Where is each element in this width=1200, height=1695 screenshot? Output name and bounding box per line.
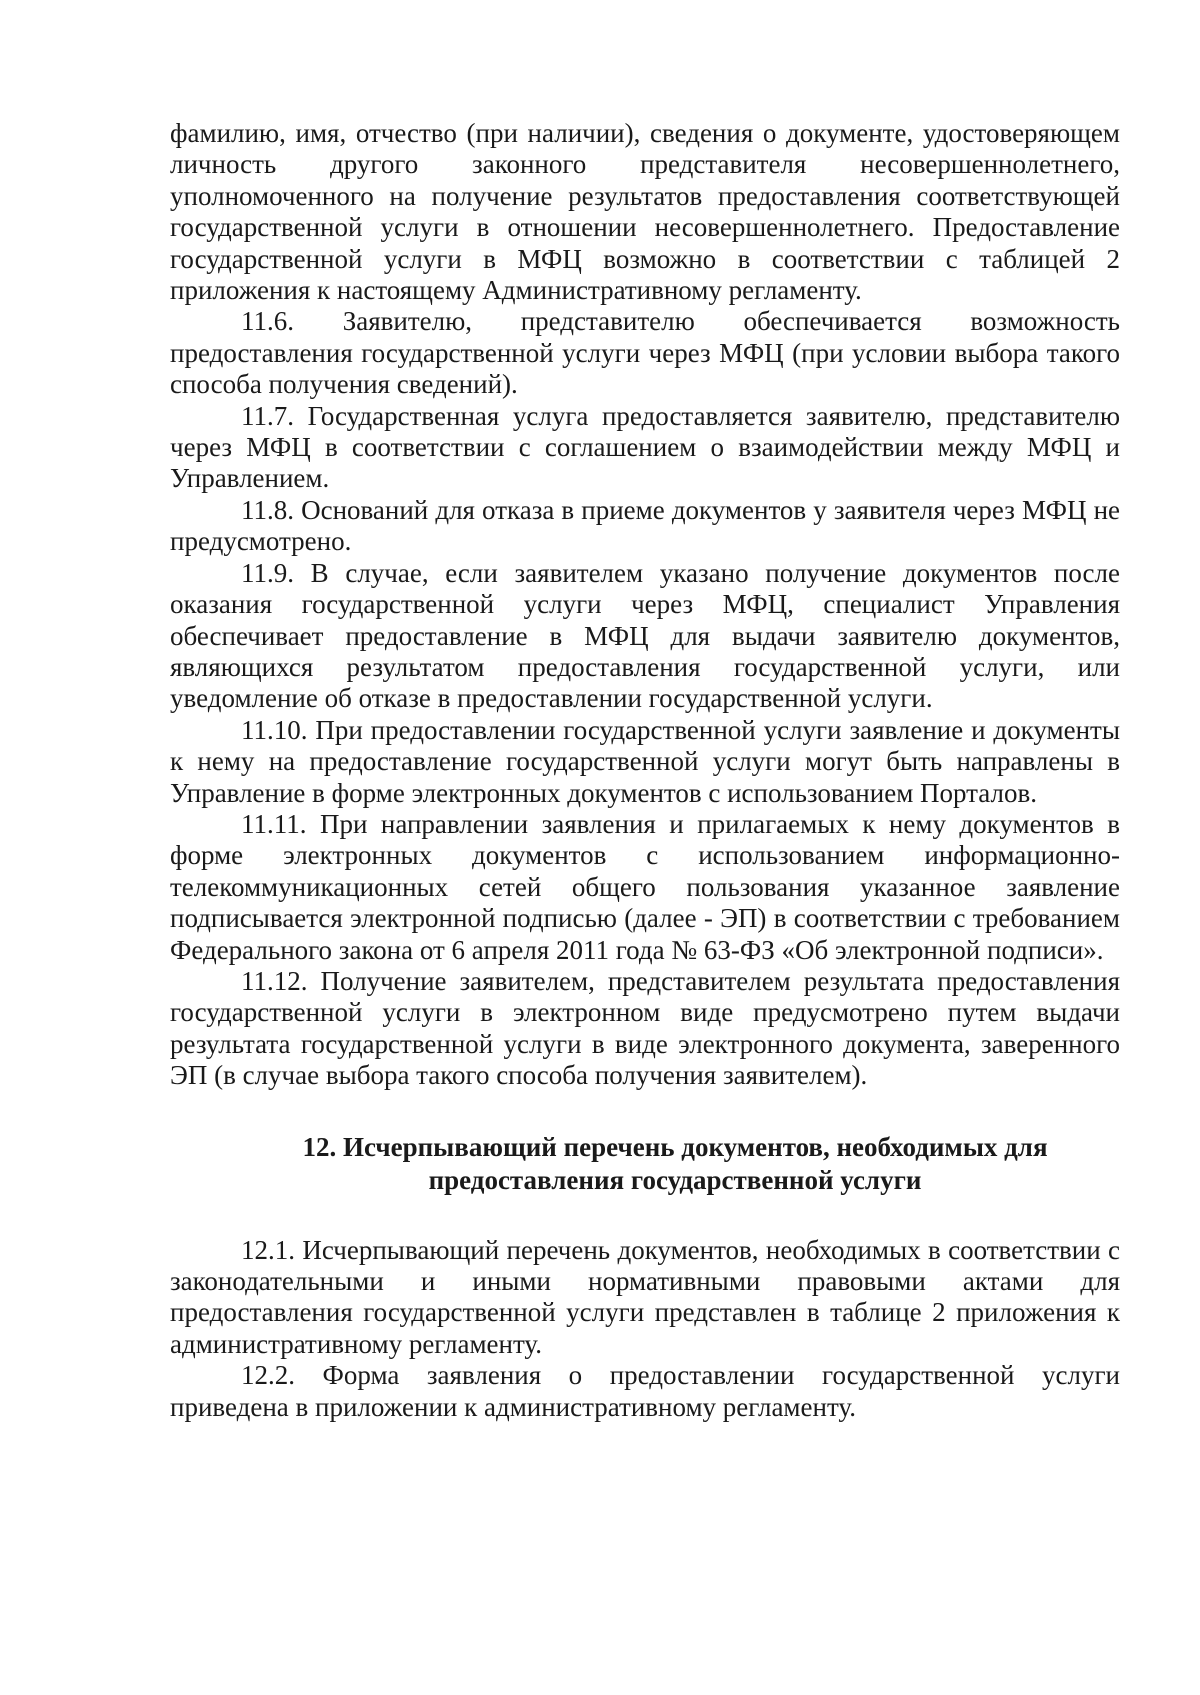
- paragraph-11-10: 11.10. При предоставлении государственной услуги заявление и документы к нему на предоставление государственной услуги могут быть направлены в Управление в форме электронных документов с использованием Порталов.: [170, 714, 1120, 808]
- paragraph-11-9: 11.9. В случае, если заявителем указано получение документов после оказания государственной услуги через МФЦ, специалист Управления обеспечивает предоставление в МФЦ для выдачи заявителю документов, являющихся результатом предоставления государственной услуги, или уведомление об отказе в предоставлении государственной услуги.: [170, 557, 1120, 714]
- section-heading-line-1: 12. Исчерпывающий перечень документов, необходимых для: [302, 1131, 1048, 1162]
- section-heading: [170, 1131, 1120, 1197]
- document-body: [170, 118, 1120, 1423]
- paragraph-11-11: 11.11. При направлении заявления и прилагаемых к нему документов в форме электронных документов с использованием информационно-телекоммуникационных сетей общего пользования указанное заявление подписывается электронной подписью (далее - ЭП) в соответствии с требованием Федерального закона от 6 апреля 2011 года № 63-ФЗ «Об электронной подписи».: [170, 808, 1120, 965]
- paragraph-12-2: 12.2. Форма заявления о предоставлении государственной услуги приведена в приложении к административному регламенту.: [170, 1360, 1120, 1422]
- paragraph-11-5-continuation: фамилию, имя, отчество (при наличии), сведения о документе, удостоверяющем личность другого законного представителя несовершеннолетнего, уполномоченного на получение результатов предоставления соответствующей государственной услуги в отношении несовершеннолетнего. Предоставление государственной услуги в МФЦ возможно в соответствии с таблицей 2 приложения к настоящему Административному регламенту.: [170, 118, 1120, 306]
- paragraph-11-8: 11.8. Оснований для отказа в приеме документов у заявителя через МФЦ не предусмотрено.: [170, 494, 1120, 557]
- paragraph-11-7: 11.7. Государственная услуга предоставляется заявителю, представителю через МФЦ в соответствии с соглашением о взаимодействии между МФЦ и Управлением.: [170, 400, 1120, 494]
- section-heading-line-2: предоставления государственной услуги: [428, 1164, 922, 1195]
- paragraph-11-6: 11.6. Заявителю, представителю обеспечивается возможность предоставления государственной услуги через МФЦ (при условии выбора такого способа получения сведений).: [170, 306, 1120, 400]
- paragraph-11-12: 11.12. Получение заявителем, представителем результата предоставления государственной услуги в электронном виде предусмотрено путем выдачи результата государственной услуги в виде электронного документа, заверенного ЭП (в случае выбора такого способа получения заявителем).: [170, 965, 1120, 1091]
- paragraph-12-1: 12.1. Исчерпывающий перечень документов, необходимых в соответствии с законодательными и иными нормативными правовыми актами для предоставления государственной услуги представлен в таблице 2 приложения к административному регламенту.: [170, 1234, 1120, 1359]
